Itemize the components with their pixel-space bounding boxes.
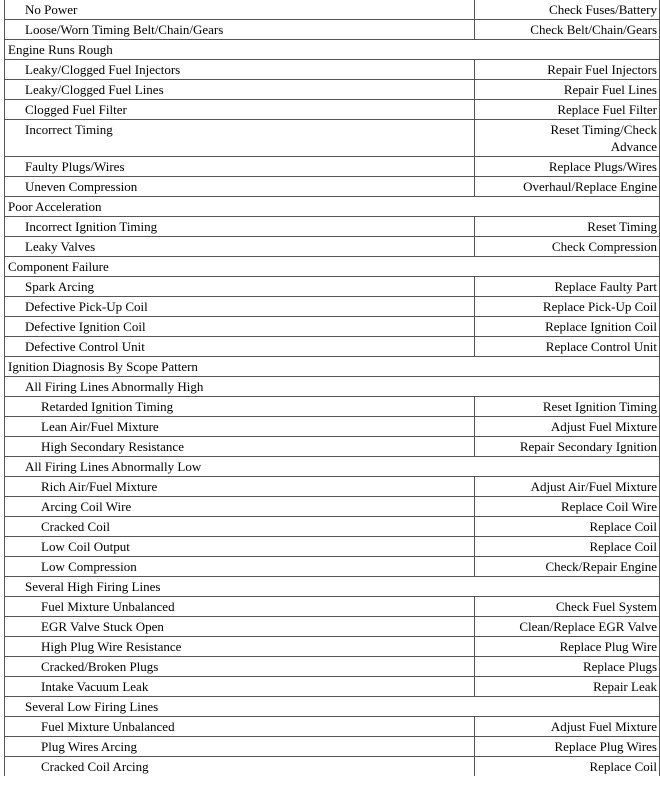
action-text: Check/Repair Engine	[545, 559, 657, 574]
action-cell	[475, 497, 660, 517]
table-row	[5, 317, 660, 337]
table-row	[5, 297, 660, 317]
action-text: Replace Plugs	[582, 659, 657, 674]
action-cell	[475, 417, 660, 437]
action-cell	[475, 517, 660, 537]
action-cell	[475, 80, 660, 100]
table-row	[5, 397, 660, 417]
section-row	[5, 457, 660, 477]
action-cell	[475, 657, 660, 677]
table-row	[5, 237, 660, 257]
section-row	[5, 257, 660, 277]
troubleshooting-table	[4, 0, 660, 776]
condition-cell: High Plug Wire Resistance	[5, 637, 475, 657]
condition-cell: Lean Air/Fuel Mixture	[5, 417, 475, 437]
action-text: Replace Faulty Part	[554, 279, 657, 294]
action-cell	[475, 277, 660, 297]
condition-cell: Spark Arcing	[5, 277, 475, 297]
condition-cell: Defective Control Unit	[5, 337, 475, 357]
action-cell	[475, 397, 660, 417]
condition-cell: Clogged Fuel Filter	[5, 100, 475, 120]
condition-cell: Incorrect Ignition Timing	[5, 217, 475, 237]
condition-cell: Arcing Coil Wire	[5, 497, 475, 517]
action-cell	[475, 437, 660, 457]
action-cell	[475, 637, 660, 657]
action-cell	[475, 157, 660, 177]
section-row	[5, 357, 660, 377]
condition-cell: Defective Pick-Up Coil	[5, 297, 475, 317]
action-cell	[475, 120, 660, 157]
action-cell	[475, 177, 660, 197]
condition-cell: Leaky Valves	[5, 237, 475, 257]
condition-cell: Plug Wires Arcing	[5, 737, 475, 757]
section-row	[5, 697, 660, 717]
action-cell	[475, 297, 660, 317]
table-row	[5, 60, 660, 80]
action-cell	[475, 617, 660, 637]
condition-cell: Incorrect Timing	[5, 120, 475, 157]
table-row	[5, 597, 660, 617]
action-cell	[475, 537, 660, 557]
condition-cell: High Secondary Resistance	[5, 437, 475, 457]
action-text: Check Belt/Chain/Gears	[530, 22, 657, 37]
action-cell	[475, 217, 660, 237]
table-row	[5, 417, 660, 437]
table-row	[5, 437, 660, 457]
condition-cell: Defective Ignition Coil	[5, 317, 475, 337]
table-row	[5, 657, 660, 677]
condition-cell: Faulty Plugs/Wires	[5, 157, 475, 177]
action-text: Replace Fuel Filter	[557, 102, 657, 117]
condition-cell: Uneven Compression	[5, 177, 475, 197]
condition-cell: Cracked/Broken Plugs	[5, 657, 475, 677]
action-text: Adjust Air/Fuel Mixture	[530, 479, 657, 494]
section-heading: Poor Acceleration	[5, 197, 660, 217]
table-row	[5, 337, 660, 357]
condition-cell: Fuel Mixture Unbalanced	[5, 597, 475, 617]
condition-cell: Low Compression	[5, 557, 475, 577]
condition-cell: Leaky/Clogged Fuel Injectors	[5, 60, 475, 80]
table-body	[5, 0, 660, 776]
action-cell	[475, 737, 660, 757]
action-text: Replace Coil Wire	[561, 499, 657, 514]
action-text: Adjust Fuel Mixture	[550, 719, 657, 734]
action-text: Replace Pick-Up Coil	[542, 299, 657, 314]
action-text: Repair Fuel Lines	[563, 82, 657, 97]
condition-cell: Fuel Mixture Unbalanced	[5, 717, 475, 737]
table-row	[5, 497, 660, 517]
action-cell	[475, 477, 660, 497]
condition-cell: Intake Vacuum Leak	[5, 677, 475, 697]
action-text: Replace Ignition Coil	[545, 319, 657, 334]
section-heading: Several High Firing Lines	[5, 577, 660, 597]
table-row	[5, 20, 660, 40]
condition-cell: Rich Air/Fuel Mixture	[5, 477, 475, 497]
action-text: Clean/Replace EGR Valve	[519, 619, 657, 634]
table-row	[5, 717, 660, 737]
section-row	[5, 577, 660, 597]
action-text: Replace Plugs/Wires	[548, 159, 657, 174]
condition-cell: No Power	[5, 0, 475, 20]
action-cell	[475, 317, 660, 337]
section-heading: Ignition Diagnosis By Scope Pattern	[5, 357, 660, 377]
action-cell	[475, 757, 660, 777]
action-text: Replace Coil	[589, 759, 657, 774]
table-row	[5, 477, 660, 497]
action-cell	[475, 557, 660, 577]
condition-cell: Leaky/Clogged Fuel Lines	[5, 80, 475, 100]
section-heading: Engine Runs Rough	[5, 40, 660, 60]
action-text: Overhaul/Replace Engine	[523, 179, 657, 194]
section-row	[5, 40, 660, 60]
table-row	[5, 757, 660, 777]
action-text: Replace Control Unit	[545, 339, 657, 354]
action-text: Check Fuses/Battery	[549, 2, 657, 17]
table-row	[5, 100, 660, 120]
condition-cell: Retarded Ignition Timing	[5, 397, 475, 417]
action-text: Replace Plug Wires	[554, 739, 657, 754]
section-heading: Component Failure	[5, 257, 660, 277]
section-row	[5, 377, 660, 397]
table-row	[5, 0, 660, 20]
section-heading: All Firing Lines Abnormally High	[5, 377, 660, 397]
table-row	[5, 217, 660, 237]
table-row	[5, 737, 660, 757]
action-cell	[475, 0, 660, 20]
section-heading: All Firing Lines Abnormally Low	[5, 457, 660, 477]
action-text: Replace Coil	[589, 519, 657, 534]
section-heading: Several Low Firing Lines	[5, 697, 660, 717]
action-cell	[475, 100, 660, 120]
action-text: Reset Timing	[587, 219, 657, 234]
action-text: Repair Secondary Ignition	[519, 439, 657, 454]
table-row	[5, 617, 660, 637]
table-row	[5, 517, 660, 537]
action-cell	[475, 60, 660, 80]
action-text: Reset Timing/Check Advance	[550, 122, 657, 154]
action-text: Replace Coil	[589, 539, 657, 554]
table-row	[5, 177, 660, 197]
table-row	[5, 537, 660, 557]
action-cell	[475, 237, 660, 257]
table-row	[5, 120, 660, 157]
table-row	[5, 557, 660, 577]
action-cell	[475, 717, 660, 737]
action-text: Check Compression	[551, 239, 657, 254]
condition-cell: EGR Valve Stuck Open	[5, 617, 475, 637]
table-row	[5, 157, 660, 177]
table-row	[5, 277, 660, 297]
action-cell	[475, 337, 660, 357]
action-text: Replace Plug Wire	[559, 639, 657, 654]
action-cell	[475, 597, 660, 617]
table-row	[5, 637, 660, 657]
action-cell	[475, 677, 660, 697]
action-text: Adjust Fuel Mixture	[550, 419, 657, 434]
table-row	[5, 80, 660, 100]
action-text: Reset Ignition Timing	[542, 399, 657, 414]
condition-cell: Loose/Worn Timing Belt/Chain/Gears	[5, 20, 475, 40]
action-text: Repair Fuel Injectors	[547, 62, 657, 77]
table-row	[5, 677, 660, 697]
condition-cell: Cracked Coil Arcing	[5, 757, 475, 777]
action-cell	[475, 20, 660, 40]
condition-cell: Low Coil Output	[5, 537, 475, 557]
action-text: Repair Leak	[593, 679, 657, 694]
condition-cell: Cracked Coil	[5, 517, 475, 537]
section-row	[5, 197, 660, 217]
action-text: Check Fuel System	[555, 599, 657, 614]
